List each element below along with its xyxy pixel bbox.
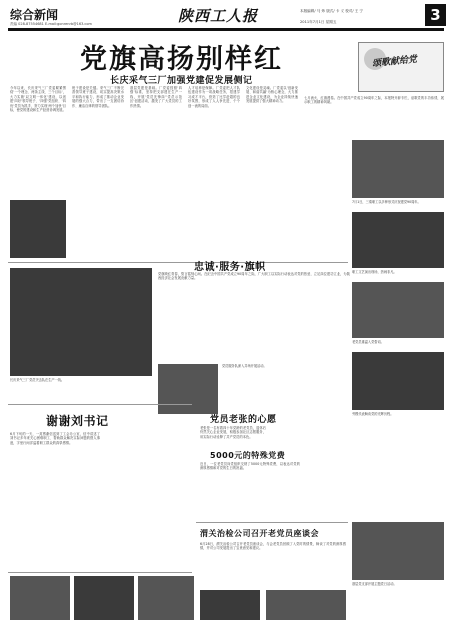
right-caption-1: 7月1日，三秦职工以多种形式庆祝建党90周年。 <box>352 200 421 204</box>
gift-title: 5000元的特殊党费 <box>210 451 286 460</box>
right-caption-2: 职工文艺演出现场，热闹非凡。 <box>352 270 397 274</box>
birthday-text: 老张是一名有着四十年党龄的老党员，退休后仍然关心企业发展，积极参加社区志愿服务，用实际行动诠释了共产党员的本色。 <box>200 426 266 439</box>
lead-col-5: 文化建设是灵魂。厂党委以'创新发展、和谐共赢'为核心理念，大力推进企业文化建设，为企业持续快速发展提供了强大精神动力。 <box>246 86 298 104</box>
page-number: 3 <box>425 4 446 26</box>
lead-col-2: 班子建设是关键。采气三厂不断完善领导班子建设，切实提高决策水平和执行能力，形成了推动企业发展的强大合力，带出了一支团结协作、廉洁自律的领导团队。 <box>72 86 124 108</box>
service-text: 党旗映红青春，誓言铭刻心间。在纪念中国共产党成立90周年之际，广大职工以实际行动表达对党的热爱，立足岗位建功立业，为陕西经济社会发展贡献力量。 <box>158 272 350 281</box>
right-caption-3: 老党员重温入党誓词。 <box>352 340 384 344</box>
lead-col-6 <box>304 86 354 96</box>
service-title: 忠诚·服务·旗帜 <box>194 262 266 273</box>
birthday-title: 党员老张的心愿 <box>210 415 277 425</box>
right-photo-4 <box>352 352 444 410</box>
mid-photo-caption: 长庆采气三厂党员突击队在生产一线。 <box>10 378 65 382</box>
section-divider <box>8 262 348 263</box>
section-title: 综合新闻 <box>10 8 59 22</box>
right-photo-3 <box>352 282 444 338</box>
right-photo-2 <box>352 212 444 268</box>
bottom-photo-4 <box>200 590 260 620</box>
lead-col-4: 人才培养是保障。厂党委把人才队伍建设作为一项战略任务，搭建学习成才平台，营造了比学赶超的良好氛围，形成了人人争先进、个个创一流的局面。 <box>188 86 240 108</box>
right-caption-4: 劳模代表畅谈党的光辉历程。 <box>352 412 394 416</box>
divider-activity <box>196 522 348 523</box>
activity-text: 6月28日，渭关治检公司召开老党员座谈会，与会老党员回顾了入党时的情景，畅谈了对党的深厚感情，并对公司发展提出了宝贵意见和建议。 <box>200 542 346 551</box>
special-column-title: 颂歌献给党 <box>371 54 418 70</box>
remember-col-2 <box>104 432 194 570</box>
bottom-photo-3 <box>138 576 194 620</box>
service-photo-caption: 党员服务队深入井场开展活动。 <box>222 364 267 368</box>
lead-headline: 党旗高扬别样红 <box>80 44 283 75</box>
header-rule <box>8 28 444 31</box>
divider-bottom <box>8 572 192 573</box>
right-caption-5: 基层党支部开展主题党日活动。 <box>352 582 397 586</box>
lead-col-1: 今年以来，长庆采气三厂党委紧紧围绕'一个理念、两条主线、三个目标'，大力实施'双文明一体化'建设，以创建'四好'领导班子、'四强'党组织、'四优'党员为抓手，努力实现'两个加快'目标，使党的建设和生产经营协调发展。 <box>10 86 66 113</box>
contact-line: 责编 028-87554681 E-mail:gonrenrb@163.com <box>10 22 92 26</box>
lead-subhead: 长庆采气三厂加强党建促发展侧记 <box>110 76 253 86</box>
service-photo <box>158 364 218 414</box>
lead-photo-left <box>10 200 66 258</box>
mid-photo <box>10 268 152 376</box>
right-photo-5 <box>352 522 444 580</box>
gift-text: 近日，一位老党员向党组织交纳了5000元特殊党费，以表达对党的深厚感情和对党的生日的祝福。 <box>200 462 300 471</box>
masthead: 陕西工人报 <box>178 7 259 25</box>
lead-col-3: 基层党建是基础。厂党委按照'四强'标准，坚持把支部建在生产一线，开展'党员先锋岗''党员示范区'创建活动，激发了广大党员的工作热情。 <box>130 86 182 108</box>
right-photo-1 <box>352 140 444 198</box>
remember-col-1: 6月下旬的一天，一封感谢信送到了工会办公室，信中讲述了刘书记多年来关心困难职工、帮助群众解决实际问题的感人事迹，字里行间洋溢着职工群众的真挚感情。 <box>10 432 100 445</box>
date-line: 2011年7月1日 星期五 <box>300 20 337 24</box>
activity-title: 渭关治检公司召开老党员座谈会 <box>200 529 319 538</box>
special-column-intro: 七月流火，红旗漫卷。在中国共产党成立90周年之际，本报特开辟专栏，讴歌党的丰功伟绩，展示职工的精神风貌。 <box>304 96 444 105</box>
bottom-photo-2 <box>74 576 134 620</box>
divider-remember <box>8 404 192 405</box>
bottom-photo-5 <box>266 590 346 620</box>
editor-line: 本版编辑/ 马 炜 版式/ 卡 义 校对/ 王 宁 <box>300 9 364 13</box>
remember-title: 谢谢刘书记 <box>46 414 109 428</box>
right-mid-col <box>270 426 348 522</box>
bottom-photo-1 <box>10 576 70 620</box>
